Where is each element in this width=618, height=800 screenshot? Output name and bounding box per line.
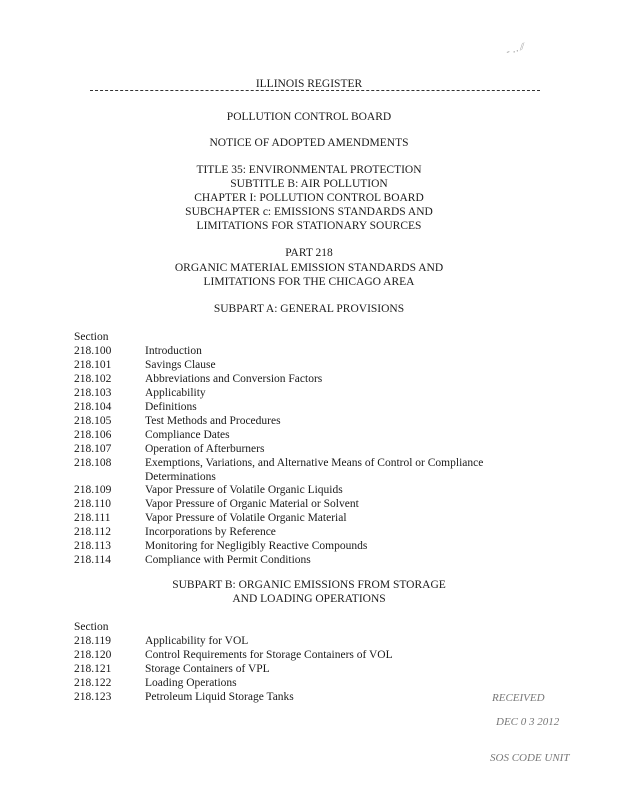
section-number: 218.119 xyxy=(74,635,111,647)
section-title: Control Requirements for Storage Containers of VOL xyxy=(145,649,393,661)
section-number: 218.108 xyxy=(74,457,112,469)
section-title: Savings Clause xyxy=(145,359,216,371)
section-title: Vapor Pressure of Volatile Organic Liquids xyxy=(145,484,343,496)
subchapter-line-2: LIMITATIONS FOR STATIONARY SOURCES xyxy=(196,220,422,232)
section-title: Applicability for VOL xyxy=(145,635,249,647)
section-number: 218.104 xyxy=(74,401,112,413)
header-rule xyxy=(90,90,540,91)
section-title: Monitoring for Negligibly Reactive Compounds xyxy=(145,540,368,552)
section-number: 218.113 xyxy=(74,540,111,552)
section-number: 218.109 xyxy=(74,484,112,496)
section-title: Applicability xyxy=(145,387,206,399)
section-title: Introduction xyxy=(145,345,202,357)
subchapter-line-1: SUBCHAPTER c: EMISSIONS STANDARDS AND xyxy=(185,206,433,218)
subpart-b-heading-2: AND LOADING OPERATIONS xyxy=(232,593,386,605)
section-title: Exemptions, Variations, and Alternative Means of Control or Compliance xyxy=(145,457,484,469)
section-title-continuation: Determinations xyxy=(145,471,216,483)
section-number: 218.101 xyxy=(74,359,112,371)
section-title: Test Methods and Procedures xyxy=(145,415,281,427)
section-number: 218.106 xyxy=(74,429,112,441)
section-number: 218.111 xyxy=(74,512,111,524)
section-title: Abbreviations and Conversion Factors xyxy=(145,373,323,385)
section-number: 218.122 xyxy=(74,677,112,689)
section-title: Compliance with Permit Conditions xyxy=(145,554,311,566)
section-title: Petroleum Liquid Storage Tanks xyxy=(145,691,294,703)
subtitle-line: SUBTITLE B: AIR POLLUTION xyxy=(230,178,388,190)
office-stamp: SOS CODE UNIT xyxy=(490,752,570,764)
part-title-1: ORGANIC MATERIAL EMISSION STANDARDS AND xyxy=(174,262,444,274)
section-number: 218.114 xyxy=(74,554,111,566)
section-number: 218.123 xyxy=(74,691,112,703)
section-number: 218.110 xyxy=(74,498,111,510)
part-title-2: LIMITATIONS FOR THE CHICAGO AREA xyxy=(203,276,415,288)
section-number: 218.112 xyxy=(74,526,111,538)
subpart-a-heading: SUBPART A: GENERAL PROVISIONS xyxy=(213,303,405,315)
section-number: 218.105 xyxy=(74,415,112,427)
chapter-line: CHAPTER I: POLLUTION CONTROL BOARD xyxy=(194,192,424,204)
section-title: Storage Containers of VPL xyxy=(145,663,270,675)
corner-mark: - ‥ ⁄⁄ xyxy=(504,41,526,58)
section-label: Section xyxy=(74,331,109,343)
section-label: Section xyxy=(74,621,109,633)
subpart-b-heading-1: SUBPART B: ORGANIC EMISSIONS FROM STORAGE xyxy=(172,579,446,591)
section-number: 218.103 xyxy=(74,387,112,399)
part-number: PART 218 xyxy=(285,247,333,259)
received-date-stamp: DEC 0 3 2012 xyxy=(496,716,560,728)
section-title: Vapor Pressure of Organic Material or Solvent xyxy=(145,498,359,510)
title-line: TITLE 35: ENVIRONMENTAL PROTECTION xyxy=(196,164,422,176)
section-title: Compliance Dates xyxy=(145,429,230,441)
section-title: Vapor Pressure of Volatile Organic Material xyxy=(145,512,347,524)
notice-title: NOTICE OF ADOPTED AMENDMENTS xyxy=(209,137,409,149)
section-number: 218.120 xyxy=(74,649,112,661)
received-stamp: RECEIVED xyxy=(492,692,545,704)
section-number: 218.107 xyxy=(74,443,112,455)
section-title: Definitions xyxy=(145,401,197,413)
section-number: 218.121 xyxy=(74,663,112,675)
section-title: Incorporations by Reference xyxy=(145,526,276,538)
board-name: POLLUTION CONTROL BOARD xyxy=(226,111,392,123)
section-title: Loading Operations xyxy=(145,677,237,689)
section-number: 218.100 xyxy=(74,345,112,357)
section-number: 218.102 xyxy=(74,373,112,385)
section-title: Operation of Afterburners xyxy=(145,443,265,455)
register-title: ILLINOIS REGISTER xyxy=(255,78,363,90)
